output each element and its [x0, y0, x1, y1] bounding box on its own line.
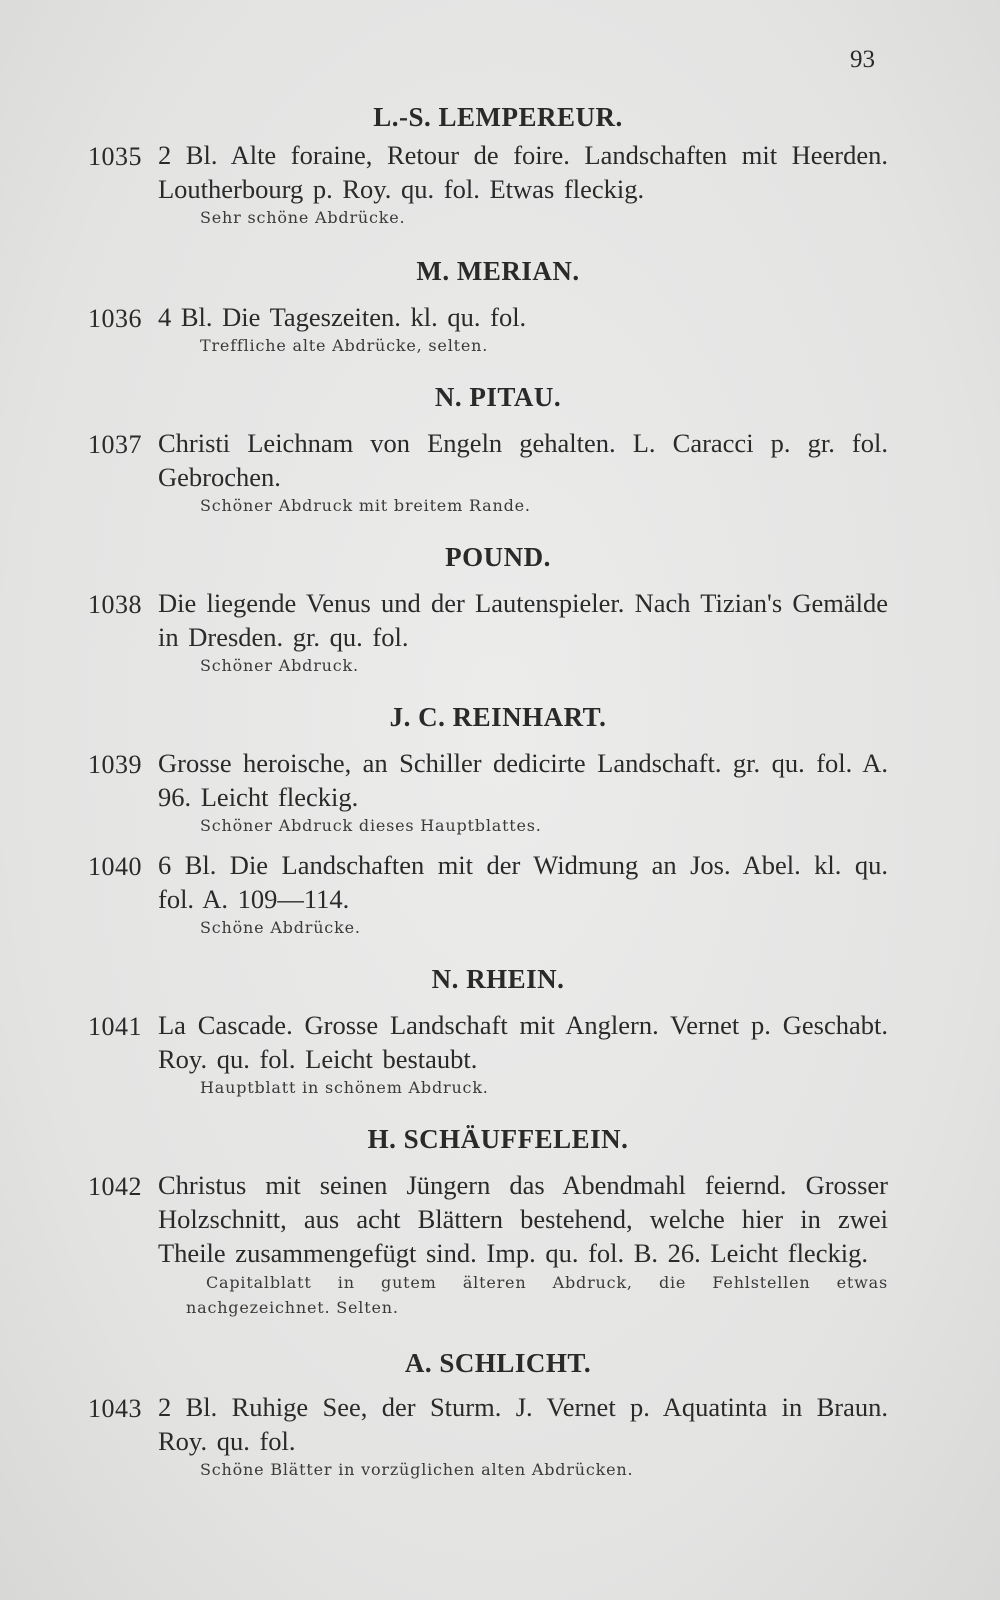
- entry-number: 1043: [88, 1394, 142, 1423]
- catalog-entry: [88, 300, 888, 364]
- entry-note: Treffliche alte Abdrücke, selten.: [200, 336, 489, 355]
- catalog-entry: [88, 426, 888, 524]
- entry-description: Grosse heroische, an Schiller dedicirte Landschaft. gr. qu. fol. A. 96. Leicht fleckig.: [158, 748, 888, 812]
- entry-description: Christus mit seinen Jüngern das Abendmahl feiernd. Grosser Holzschnitt, aus acht Blättern bestehend, welche hier in zwei Theile zusammengefügt sind. Imp. qu. fol. B. 26. Leicht fleckig.: [158, 1170, 888, 1268]
- entry-number: 1038: [88, 590, 142, 619]
- entry-note: Capitalblatt in gutem älteren Abdruck, die Fehlstellen etwas nachgezeichnet. Selten.: [186, 1273, 888, 1317]
- entry-number: 1035: [88, 142, 142, 171]
- catalog-entry: [88, 1008, 888, 1106]
- entry-note: Schöner Abdruck.: [200, 656, 359, 675]
- entry-description: 2 Bl. Alte foraine, Retour de foire. Landschaften mit Heerden. Loutherbourg p. Roy. qu. fol. Etwas fleckig.: [158, 140, 888, 204]
- entry-note: Sehr schöne Abdrücke.: [200, 208, 406, 227]
- entry-note: Schöner Abdruck dieses Hauptblattes.: [200, 816, 542, 835]
- catalog-entry: [88, 1168, 888, 1326]
- entry-number: 1040: [88, 852, 142, 881]
- entry-description: Christi Leichnam von Engeln gehalten. L. Caracci p. gr. fol. Gebrochen.: [158, 428, 888, 492]
- entry-description: 6 Bl. Die Landschaften mit der Widmung an Jos. Abel. kl. qu. fol. A. 109—114.: [158, 850, 888, 914]
- entry-note: Schöne Blätter in vorzüglichen alten Abdrücken.: [200, 1460, 634, 1479]
- catalog-entry: [88, 848, 888, 946]
- entry-note: Schöner Abdruck mit breitem Rande.: [200, 496, 531, 515]
- entry-description: 4 Bl. Die Tageszeiten. kl. qu. fol.: [158, 302, 527, 332]
- page-number: 93: [850, 46, 875, 73]
- catalog-content: [88, 100, 888, 1488]
- entry-description: Die liegende Venus und der Lautenspieler. Nach Tizian's Gemälde in Dresden. gr. qu. fol.: [158, 588, 888, 652]
- entry-number: 1036: [88, 304, 142, 333]
- artist-heading: M. MERIAN.: [416, 256, 580, 286]
- entry-number: 1042: [88, 1172, 142, 1201]
- artist-heading: N. PITAU.: [434, 382, 562, 412]
- artist-heading: N. RHEIN.: [431, 964, 565, 994]
- entry-description: 2 Bl. Ruhige See, der Sturm. J. Vernet p. Aquatinta in Braun. Roy. qu. fol.: [158, 1392, 888, 1456]
- catalog-entry: [88, 746, 888, 844]
- entry-number: 1041: [88, 1012, 142, 1041]
- artist-heading: J. C. REINHART.: [389, 702, 607, 732]
- artist-heading: A. SCHLICHT.: [404, 1348, 592, 1378]
- entry-number: 1039: [88, 750, 142, 779]
- artist-heading: L.-S. LEMPEREUR.: [373, 102, 623, 132]
- entry-note: Hauptblatt in schönem Abdruck.: [200, 1078, 489, 1097]
- catalog-entry: [88, 1390, 888, 1488]
- artist-heading: POUND.: [445, 542, 551, 572]
- entry-description: La Cascade. Grosse Landschaft mit Anglern. Vernet p. Geschabt. Roy. qu. fol. Leicht bestaubt.: [158, 1010, 888, 1074]
- catalog-entry: [88, 138, 888, 236]
- entry-note: Schöne Abdrücke.: [200, 918, 361, 937]
- catalog-entry: [88, 586, 888, 684]
- entry-number: 1037: [88, 430, 142, 459]
- artist-heading: H. SCHÄUFFELEIN.: [367, 1124, 629, 1154]
